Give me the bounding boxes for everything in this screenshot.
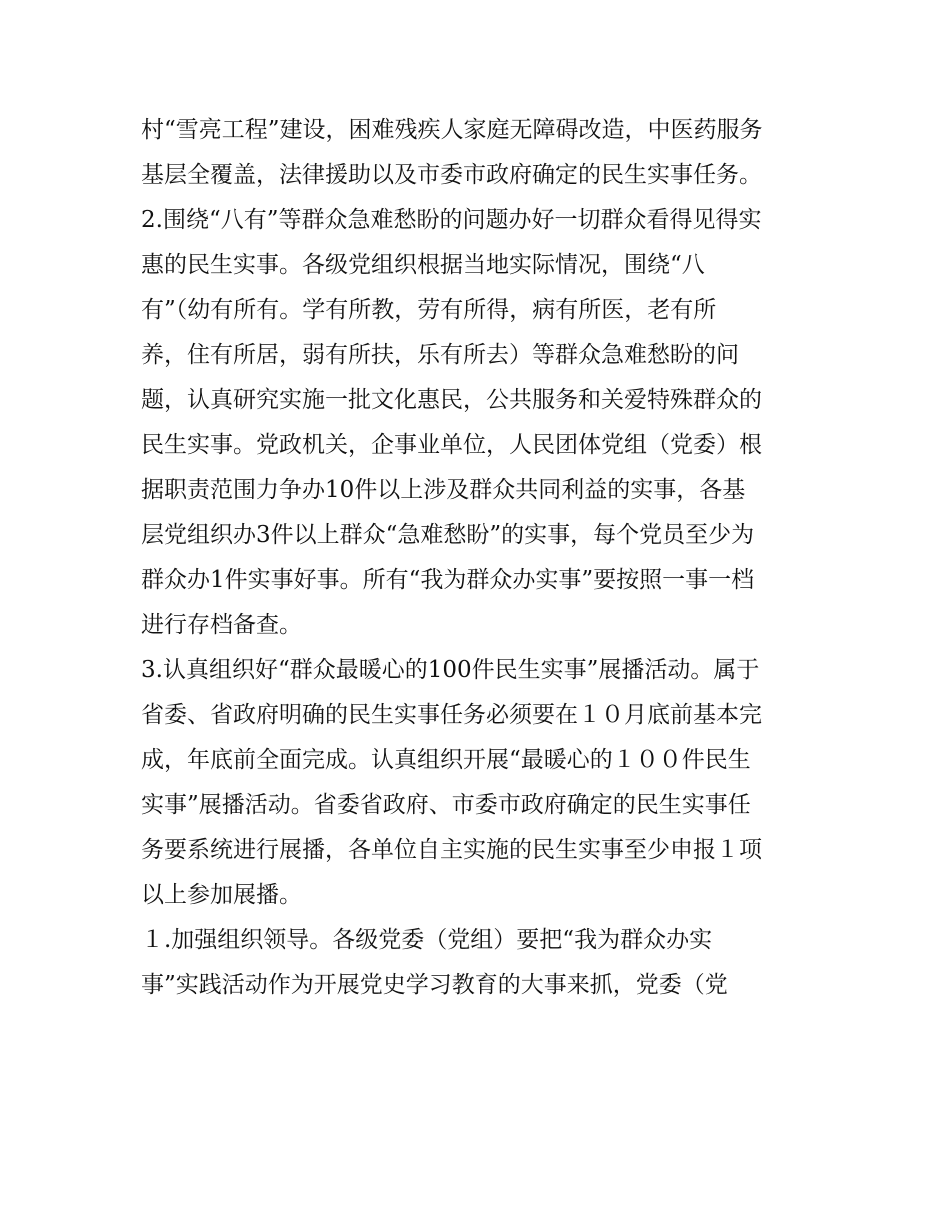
text-line: 村“雪亮工程”建设，困难残疾人家庭无障碍改造，中医药服务 — [141, 117, 763, 143]
text-line: 题，认真研究实施一批文化惠民，公共服务和关爱特殊群众的 — [141, 387, 762, 413]
text-line: 事”实践活动作为开展党史学习教育的大事来抓，党委（党 — [141, 972, 728, 998]
document-body — [141, 108, 841, 1008]
text-line: １.加强组织领导。各级党委（党组）要把“我为群众办实 — [141, 927, 713, 953]
text-line: 养，住有所居，弱有所扶，乐有所去）等群众急难愁盼的问 — [141, 342, 739, 368]
text-line: 实事”展播活动。省委省政府、市委市政府确定的民生实事任 — [141, 792, 751, 818]
text-line: 基层全覆盖，法律援助以及市委市政府确定的民生实事任务。 — [141, 162, 762, 188]
text-line: 有”（幼有所有。学有所教，劳有所得，病有所医，老有所 — [141, 297, 717, 323]
text-line: 据职责范围力争办10件以上涉及群众共同利益的实事，各基 — [141, 477, 746, 503]
text-line: 2.围绕“八有”等群众急难愁盼的问题办好一切群众看得见得实 — [141, 207, 762, 233]
text-line: 成，年底前全面完成。认真组织开展“最暖心的１００件民生 — [141, 747, 751, 773]
text-line: 惠的民生实事。各级党组织根据当地实际情况，围绕“八 — [141, 252, 705, 278]
text-line: 省委、省政府明确的民生实事任务必须要在１０月底前基本完 — [141, 702, 762, 728]
text-line: 群众办1件实事好事。所有“我为群众办实事”要按照一事一档 — [141, 567, 755, 593]
text-line: 务要系统进行展播，各单位自主实施的民生实事至少申报１项 — [141, 837, 762, 863]
text-line: 进行存档备查。 — [141, 612, 302, 638]
text-line: 层党组织办3件以上群众“急难愁盼”的实事，每个党员至少为 — [141, 522, 755, 548]
text-line: 3.认真组织好“群众最暖心的100件民生实事”展播活动。属于 — [141, 657, 760, 683]
text-line: 以上参加展播。 — [141, 882, 302, 908]
text-line: 民生实事。党政机关，企事业单位，人民团体党组（党委）根 — [141, 432, 762, 458]
